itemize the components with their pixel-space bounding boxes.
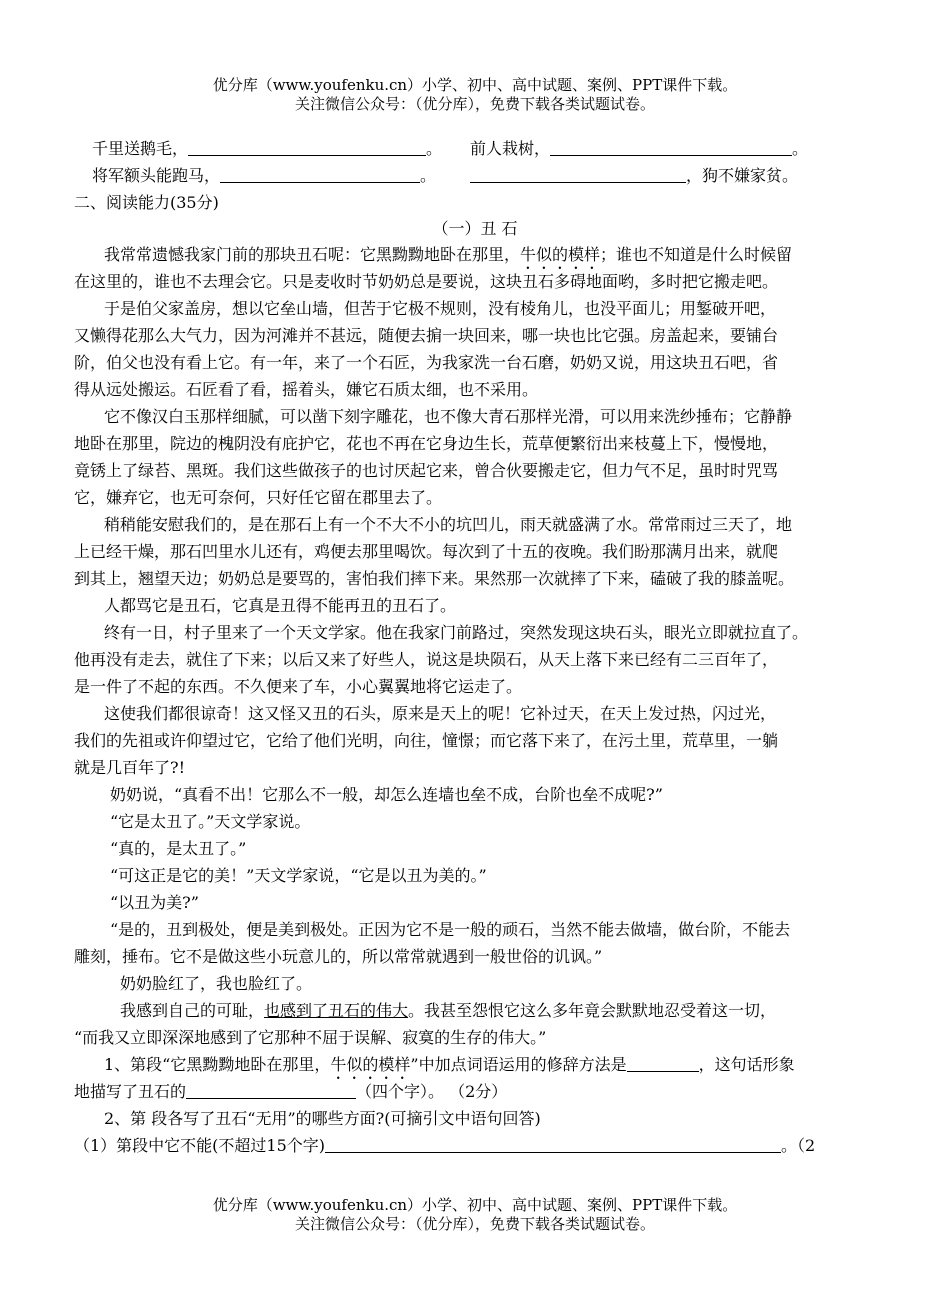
dotted-phrase: 牛似的模样 [520, 245, 601, 264]
proverb-punct: 。 [426, 139, 443, 158]
answer-blank[interactable] [470, 166, 686, 183]
header-line-1: 优分库（www.youfenku.cn）小学、初中、高中试题、案例、PPT课件下载。 [212, 76, 738, 94]
dotted-phrase: 牛似的模样 [330, 1055, 411, 1074]
paragraph-line: 我们的先祖或许仰望过它，它给了他们光明，向往，憧憬；而它落下来了，在污土里，荒草里，一躺 [74, 731, 779, 750]
proverb-line-2b [470, 166, 798, 186]
proverb-punct: 。 [792, 139, 809, 158]
text-span: ”中加点词语运用的修辞方法是 [410, 1055, 627, 1074]
dialogue-line: 奶奶脸红了，我也脸红了。 [120, 974, 313, 993]
text-span: 地描写了丑石的 [74, 1082, 187, 1101]
question-2-1 [74, 1136, 815, 1156]
dialogue-line: 奶奶说，“真看不出！它那么不一般，却怎么连墙也垒不成，台阶也垒不成呢?” [110, 785, 663, 804]
dialogue-line: “可这正是它的美！”天文学家说，“它是以丑为美的。” [110, 866, 487, 885]
text-span: （1）第段中它不能(不超过15个字) [74, 1136, 326, 1155]
answer-blank[interactable] [186, 1082, 356, 1099]
text-span: ；谁也不知道是什么时候留 [600, 245, 793, 264]
paragraph-line: 他再没有走去，就住了下来；以后又来了好些人，说这是块陨石，从天上落下来已经有二三百年了， [74, 650, 779, 669]
dialogue-line: “它是太丑了。”天文学家说。 [110, 812, 311, 831]
paragraph-line: 竟锈上了绿苔、黑斑。我们这些做孩子的也讨厌起它来，曾合伙要搬走它，但力气不足，虽时时咒骂 [74, 461, 779, 480]
question-2: 2、第 段各写了丑石“无用”的哪些方面?(可摘引文中语句回答) [104, 1109, 541, 1128]
dialogue-line: “以丑为美?” [110, 893, 199, 912]
paragraph-line: “而我又立即深深地感到了它那种不屈于误解、寂寞的生存的伟大。” [74, 1028, 547, 1047]
paragraph-line: 又懒得花那么大气力，因为河滩并不甚远，随便去掮一块回来，哪一块也比它强。房盖起来，要铺台 [74, 326, 779, 345]
dialogue-line: “是的，丑到极处，便是美到极处。正因为它不是一般的顽石，当然不能去做墙，做台阶，不能去 [110, 920, 791, 939]
paragraph-line: 就是几百年了?! [74, 758, 186, 777]
text-span: ，这句话形象 [698, 1055, 795, 1074]
answer-blank[interactable] [188, 139, 426, 156]
text-span: （四个字）。 （2分） [356, 1082, 508, 1101]
paragraph-line: 在这里的，谁也不去理会它。只是麦收时节奶奶总是要说，这块丑石多碍地面哟，多时把它搬走吧。 [74, 272, 779, 291]
paragraph-line: 它，嫌弃它，也无可奈何，只好任它留在郡里去了。 [74, 488, 443, 507]
paragraph-line: 得从远处搬运。石匠看了看，摇着头，嫌它石质太细，也不采用。 [74, 380, 539, 399]
answer-blank[interactable] [627, 1055, 699, 1072]
question-1-line-2 [74, 1082, 507, 1102]
article-title: （一）丑 石 [432, 219, 518, 238]
answer-blank[interactable] [325, 1136, 781, 1153]
proverb-line-1b [470, 139, 808, 159]
paragraph-line [104, 245, 792, 273]
proverb-line-1a [92, 139, 442, 159]
proverb-text: 千里送鹅毛， [92, 139, 189, 158]
underlined-phrase: 也感到了丑石的伟大 [264, 1001, 409, 1020]
answer-blank[interactable] [550, 139, 792, 156]
footer-line-2: 关注微信公众号：（优分库），免费下载各类试题试卷。 [294, 1215, 655, 1233]
proverb-text: ，狗不嫌家贫。 [686, 166, 799, 185]
text-span: 我常常遗憾我家门前的那块丑石呢：它黑黝黝地卧在那里， [104, 245, 521, 264]
paragraph-line: 地卧在那里，院边的槐阴没有庇护它，花也不再在它身边生长，荒草便繁衍出来枝蔓上下，慢慢地， [74, 434, 779, 453]
page-footer [0, 1196, 950, 1234]
paragraph-line: 终有一日，村子里来了一个天文学家。他在我家门前路过，突然发现这块石头，眼光立即就拉直了。 [104, 623, 809, 642]
proverb-line-2a [92, 166, 436, 186]
footer-line-1: 优分库（www.youfenku.cn）小学、初中、高中试题、案例、PPT课件下载。 [212, 1196, 738, 1214]
text-span: 。我甚至怨恨它这么多年竟会默默地忍受着这一切， [408, 1001, 777, 1020]
answer-blank[interactable] [220, 166, 420, 183]
paragraph-line: 人都骂它是丑石，它真是丑得不能再丑的丑石了。 [104, 596, 457, 615]
header-line-2: 关注微信公众号：（优分库），免费下载各类试题试卷。 [294, 95, 655, 113]
proverb-text: 前人栽树， [470, 139, 551, 158]
paragraph-line: 到其上，翘望天边；奶奶总是要骂的，害怕我们摔下来。果然那一次就摔了下来，磕破了我的膝盖呢。 [74, 569, 795, 588]
proverb-punct: 。 [420, 166, 437, 185]
proverb-text: 将军额头能跑马， [92, 166, 221, 185]
page-header [0, 76, 950, 114]
dialogue-line: 雕刻，捶布。它不是做这些小玩意儿的，所以常常就遇到一般世俗的讥讽。” [74, 947, 603, 966]
paragraph-line [120, 1001, 776, 1021]
paragraph-line: 这使我们都很谅奇！这又怪又丑的石头，原来是天上的呢！它补过天，在天上发过热，闪过光， [104, 704, 777, 723]
paragraph-line: 稍稍能安慰我们的，是在那石上有一个不大不小的坑凹儿，雨天就盛满了水。常常雨过三天了，地 [104, 515, 793, 534]
paragraph-line: 是一件了不起的东西。不久便来了车，小心翼翼地将它运走了。 [74, 677, 523, 696]
section-title: 二、阅读能力(35分) [74, 193, 219, 212]
dialogue-line: “真的，是太丑了。” [110, 839, 247, 858]
question-1-line-1 [104, 1055, 795, 1083]
paragraph-line: 阶，伯父也没有看上它。有一年，来了一个石匠，为我家洗一台石磨，奶奶又说，用这块丑石吧，省 [74, 353, 779, 372]
text-span: 我感到自己的可耻， [120, 1001, 265, 1020]
text-span: 1、第段“它黑黝黝地卧在那里， [104, 1055, 331, 1074]
paragraph-line: 上已经干燥，那石凹里水儿还有，鸡便去那里喝饮。每次到了十五的夜晚。我们盼那满月出来，就爬 [74, 542, 779, 561]
paragraph-line: 于是伯父家盖房，想以它垒山墙，但苦于它极不规则，没有棱角儿，也没平面儿；用錾破开吧， [104, 299, 777, 318]
paragraph-line: 它不像汉白玉那样细腻，可以凿下刻字雕花，也不像大青石那样光滑，可以用来洗纱捶布；它静静 [104, 407, 793, 426]
text-span: 。（2 [781, 1136, 816, 1155]
